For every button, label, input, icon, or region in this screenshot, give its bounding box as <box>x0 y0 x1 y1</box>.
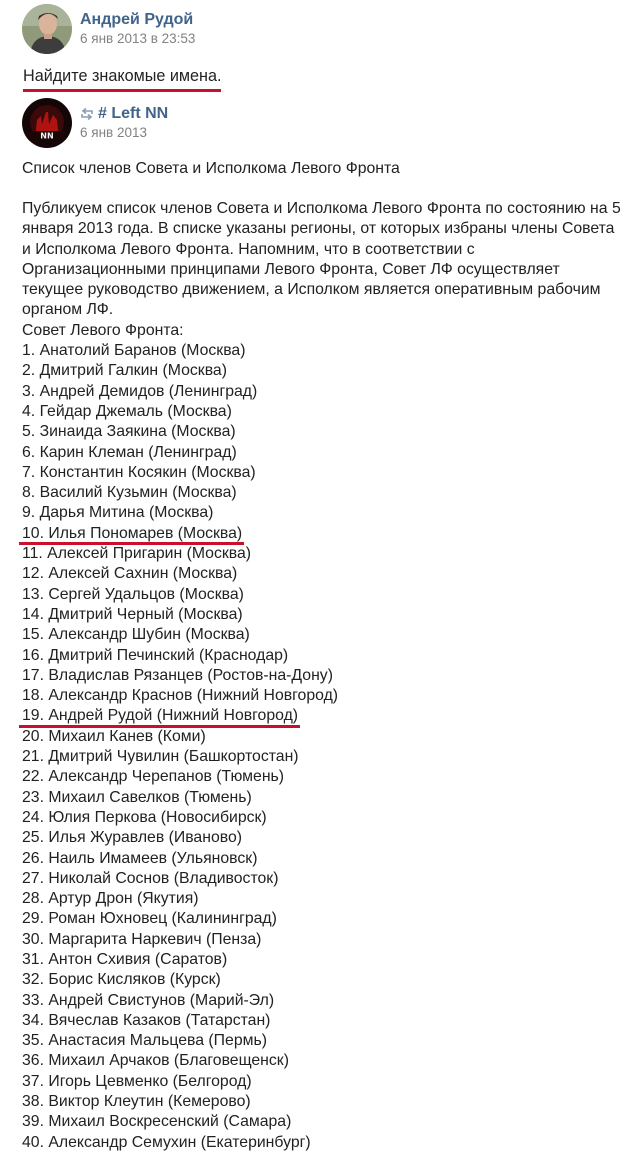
member-text: 1. Анатолий Баранов (Москва) <box>22 342 246 360</box>
member-text: 2. Дмитрий Галкин (Москва) <box>22 362 227 380</box>
list-item <box>22 646 622 666</box>
member-text: 31. Антон Схивия (Саратов) <box>22 950 228 968</box>
member-text: 32. Борис Кисляков (Курск) <box>22 971 221 989</box>
list-item <box>22 909 622 929</box>
list-item-highlighted <box>22 706 622 726</box>
list-item <box>22 849 622 869</box>
member-text: 28. Артур Дрон (Якутия) <box>22 890 199 908</box>
group-logo-icon <box>22 98 72 148</box>
list-item <box>22 1092 622 1112</box>
list-item <box>22 382 622 402</box>
post-text: Найдите знакомые имена. <box>23 65 221 92</box>
group-avatar[interactable] <box>22 98 72 148</box>
member-text: 15. Александр Шубин (Москва) <box>22 626 250 644</box>
members-list <box>22 341 622 1153</box>
member-text: 12. Алексей Сахнин (Москва) <box>22 565 238 583</box>
member-text: 11. Алексей Пригарин (Москва) <box>22 545 252 563</box>
post-meta <box>80 10 195 48</box>
member-text: 4. Гейдар Джемаль (Москва) <box>22 402 232 420</box>
author-name-link[interactable]: Андрей Рудой <box>80 11 194 28</box>
member-text: 16. Дмитрий Печинский (Краснодар) <box>22 646 289 664</box>
list-item <box>22 585 622 605</box>
council-heading: Совет Левого Фронта: <box>22 321 184 339</box>
list-item <box>22 666 622 686</box>
member-text: 35. Анастасия Мальцева (Пермь) <box>22 1032 267 1050</box>
repost-intro: Публикуем список членов Совета и Исполкома Левого Фронта по состоянию на 5 января 2013 года. В списке указаны регионы, от которых избраны члены Совета и Исполкома Левого Фронта. Напомним, что в соответствии с Организационными принципами Левого Фронта, Совет ЛФ осуществляет текущее руководство движением, а Исполком является оперативным рабочим органом ЛФ. <box>22 200 621 319</box>
member-text: 21. Дмитрий Чувилин (Башкортостан) <box>22 748 299 766</box>
member-text: 38. Виктор Клеутин (Кемерово) <box>22 1093 251 1111</box>
member-text: 20. Михаил Канев (Коми) <box>22 727 206 745</box>
member-text: 37. Игорь Цевменко (Белгород) <box>22 1072 252 1090</box>
list-item <box>22 747 622 767</box>
member-text: 25. Илья Журавлев (Иваново) <box>22 829 242 847</box>
list-item <box>22 402 622 422</box>
list-item <box>22 788 622 808</box>
list-item <box>22 1072 622 1092</box>
list-item <box>22 889 622 909</box>
author-photo-icon <box>22 4 72 54</box>
member-text: 14. Дмитрий Черный (Москва) <box>22 605 243 623</box>
repost-date-link[interactable]: 6 янв 2013 <box>80 125 147 140</box>
list-item <box>22 1011 622 1031</box>
member-text: 33. Андрей Свистунов (Марий-Эл) <box>22 991 275 1009</box>
repost-name-row <box>80 104 168 123</box>
repost-arrow-icon <box>80 108 94 120</box>
list-item <box>22 970 622 990</box>
post-date-link[interactable]: 6 янв 2013 в 23:53 <box>80 31 196 46</box>
member-text: 22. Александр Черепанов (Тюмень) <box>22 768 285 786</box>
repost-title: Список членов Совета и Исполкома Левого Фронта <box>22 160 400 177</box>
member-text: 19. Андрей Рудой (Нижний Новгород) <box>19 707 300 727</box>
list-item <box>22 808 622 828</box>
member-text: 34. Вячеслав Казаков (Татарстан) <box>22 1011 271 1029</box>
member-text: 30. Маргарита Наркевич (Пенза) <box>22 930 262 948</box>
member-text: 17. Владислав Рязанцев (Ростов-на-Дону) <box>22 666 333 684</box>
member-text: 9. Дарья Митина (Москва) <box>22 504 214 522</box>
post-header <box>22 3 195 55</box>
member-text: 18. Александр Краснов (Нижний Новгород) <box>22 687 339 705</box>
list-item <box>22 930 622 950</box>
member-text: 26. Наиль Имамеев (Ульяновск) <box>22 849 258 867</box>
member-text: 13. Сергей Удальцов (Москва) <box>22 585 244 603</box>
member-text: 8. Василий Кузьмин (Москва) <box>22 484 237 502</box>
repost-body <box>22 158 622 1153</box>
list-item <box>22 828 622 848</box>
member-text: 39. Михаил Воскресенский (Самара) <box>22 1113 292 1131</box>
list-item <box>22 727 622 747</box>
list-item <box>22 1051 622 1071</box>
repost-meta <box>80 104 168 142</box>
member-text: 3. Андрей Демидов (Ленинград) <box>22 382 258 400</box>
member-text: 40. Александр Семухин (Екатеринбург) <box>22 1133 311 1151</box>
list-item <box>22 341 622 361</box>
member-text: 24. Юлия Перкова (Новосибирск) <box>22 808 267 826</box>
member-text: 29. Роман Юхновец (Калининград) <box>22 910 277 928</box>
svg-text:NN: NN <box>40 131 54 141</box>
member-text: 36. Михаил Арчаков (Благовещенск) <box>22 1052 289 1070</box>
list-item <box>22 443 622 463</box>
member-text: 10. Илья Пономарев (Москва) <box>19 525 244 545</box>
list-item <box>22 463 622 483</box>
list-item <box>22 361 622 381</box>
list-item <box>22 767 622 787</box>
member-text: 5. Зинаида Заякина (Москва) <box>22 423 236 441</box>
repost-header <box>22 97 168 149</box>
list-item <box>22 564 622 584</box>
list-item-highlighted <box>22 524 622 544</box>
list-item <box>22 991 622 1011</box>
list-item <box>22 422 622 442</box>
member-text: 27. Николай Соснов (Владивосток) <box>22 869 279 887</box>
list-item <box>22 625 622 645</box>
list-item <box>22 483 622 503</box>
member-text: 23. Михаил Савелков (Тюмень) <box>22 788 252 806</box>
list-item <box>22 1112 622 1132</box>
list-item <box>22 605 622 625</box>
member-text: 6. Карин Клеман (Ленинград) <box>22 443 237 461</box>
list-item <box>22 950 622 970</box>
author-avatar[interactable] <box>22 4 72 54</box>
list-item <box>22 1133 622 1153</box>
list-item <box>22 869 622 889</box>
member-text: 7. Константин Косякин (Москва) <box>22 463 256 481</box>
list-item <box>22 503 622 523</box>
list-item <box>22 686 622 706</box>
list-item <box>22 544 622 564</box>
group-name-link[interactable]: # Left NN <box>98 105 169 122</box>
list-item <box>22 1031 622 1051</box>
